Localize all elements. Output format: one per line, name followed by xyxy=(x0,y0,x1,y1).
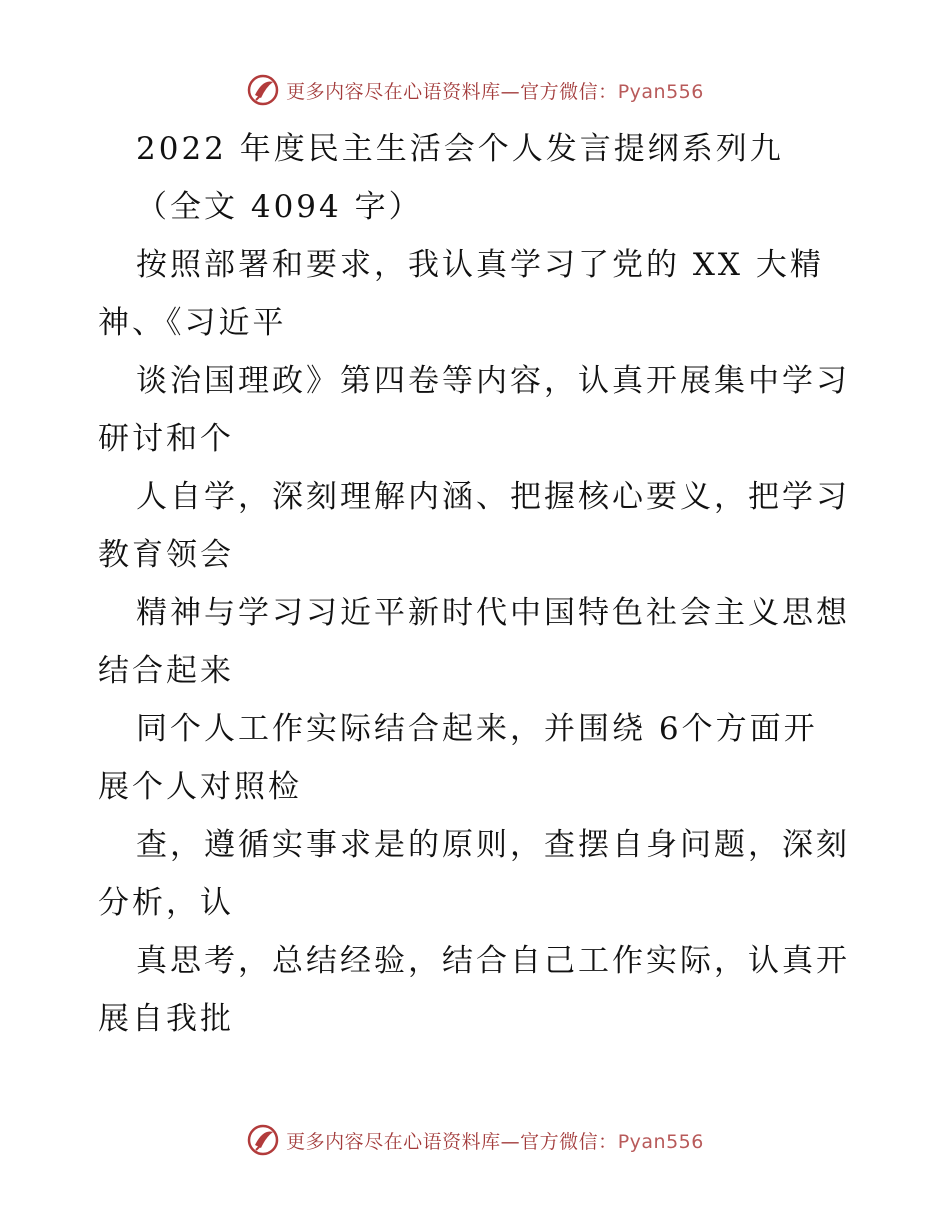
document-body xyxy=(98,120,858,1048)
paragraph-line: 研讨和个 xyxy=(98,421,234,457)
pen-logo-icon xyxy=(246,73,280,107)
banner-text: 更多内容尽在心语资料库—官方微信：Pyan556 xyxy=(286,1130,704,1153)
paragraph-line: 人自学，深刻理解内涵、把握核心要义，把学习 xyxy=(136,479,850,515)
paragraph-line: 神、《习近平 xyxy=(98,305,287,341)
paragraph-line: 分析，认 xyxy=(98,885,234,921)
paragraph-line: 查，遵循实事求是的原则，查摆自身问题，深刻 xyxy=(136,827,850,863)
paragraph-line: 展个人对照检 xyxy=(98,769,302,805)
banner-text: 更多内容尽在心语资料库—官方微信：Pyan556 xyxy=(286,80,704,103)
paragraph-line: 教育领会 xyxy=(98,537,234,573)
paragraph-line: 精神与学习习近平新时代中国特色社会主义思想 xyxy=(136,595,850,631)
header-banner xyxy=(0,70,950,110)
paragraph-line: 同个人工作实际结合起来，并围绕 6个方面开 xyxy=(136,711,818,747)
paragraph-line: 结合起来 xyxy=(98,653,234,689)
word-count-line: （全文 4094 字） xyxy=(136,189,423,225)
footer-banner xyxy=(0,1120,950,1160)
paragraph-line: 展自我批 xyxy=(98,1001,234,1037)
paragraph-line: 谈治国理政》第四卷等内容，认真开展集中学习 xyxy=(136,363,850,399)
document-title: 2022 年度民主生活会个人发言提纲系列九 xyxy=(136,131,784,167)
pen-logo-icon xyxy=(246,1123,280,1157)
paragraph-line: 真思考，总结经验，结合自己工作实际，认真开 xyxy=(136,943,850,979)
paragraph-line: 按照部署和要求，我认真学习了党的 XX 大精 xyxy=(136,247,824,283)
